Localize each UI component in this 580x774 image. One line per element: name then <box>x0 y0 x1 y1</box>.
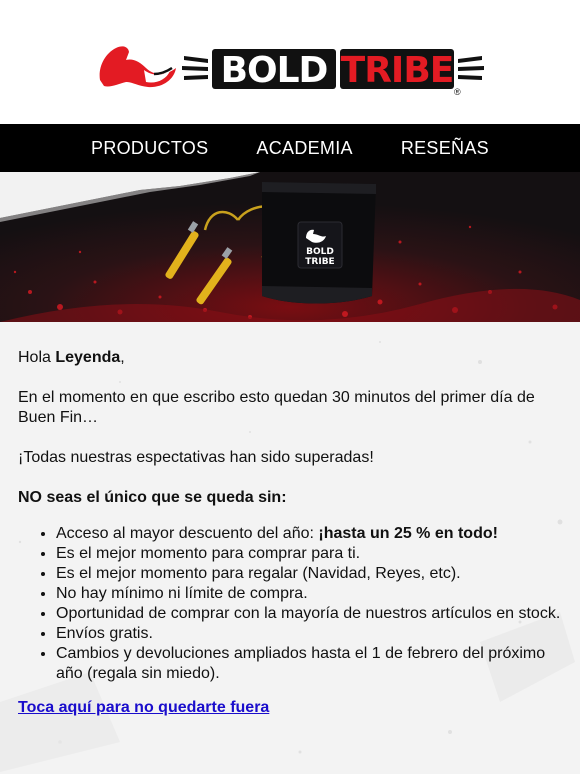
list-item: • Es el mejor momento para regalar (Navidad, Reyes, etc). <box>56 564 562 584</box>
brand-name-part2: TRIBE <box>340 50 454 91</box>
list-item: • Cambios y devoluciones ampliados hasta el 1 de febrero del próximo año (regala sin miedo). <box>56 644 562 684</box>
email-body <box>0 322 580 774</box>
greeting-prefix: Hola <box>18 349 56 366</box>
brand-name-part1: BOLD <box>220 50 328 91</box>
brand-logo[interactable] <box>96 40 486 96</box>
list-item: • No hay mínimo ni límite de compra. <box>56 584 562 604</box>
hero-banner[interactable] <box>0 172 580 322</box>
waist-belt-image <box>262 182 376 304</box>
nav-item-academia[interactable]: ACADEMIA <box>256 137 353 158</box>
benefit-discount-highlight: ¡hasta un 25 % en todo! <box>318 525 498 542</box>
hero-image <box>0 172 580 322</box>
greeting-name: Leyenda <box>55 349 121 366</box>
paragraph-time-left: En el momento en que escribo esto quedan 30 minutos del primer día de Buen Fin… <box>18 389 535 426</box>
speed-lines-left <box>182 56 208 80</box>
paragraph-expectations: ¡Todas nuestras espectativas han sido superadas! <box>18 449 374 466</box>
speed-lines-right <box>458 56 484 80</box>
benefits-list <box>18 524 562 684</box>
email-header <box>0 0 580 124</box>
email-text <box>0 322 580 718</box>
nav-item-productos[interactable]: PRODUCTOS <box>91 137 209 158</box>
registered-mark: ® <box>454 87 461 96</box>
main-nav <box>0 124 580 172</box>
brand-wordmark-tribe <box>340 49 454 91</box>
headline: NO seas el único que se queda sin: <box>18 489 287 506</box>
belt-badge-text2: TRIBE <box>305 257 335 267</box>
list-item: • Oportunidad de comprar con la mayoría de nuestros artículos en stock. <box>56 604 562 624</box>
list-item <box>56 524 562 544</box>
list-item: • Envíos gratis. <box>56 624 562 644</box>
greeting <box>18 348 562 368</box>
flexed-arm-icon <box>100 46 176 87</box>
benefit-discount-prefix: Acceso al mayor descuento del año: <box>56 525 319 542</box>
belt-badge-text1: BOLD <box>306 247 334 257</box>
brand-wordmark-bold <box>212 49 336 91</box>
cta-link[interactable]: Toca aquí para no quedarte fuera <box>18 699 270 716</box>
list-item: • Es el mejor momento para comprar para ti. <box>56 544 562 564</box>
nav-item-resenas[interactable]: RESEÑAS <box>400 137 489 158</box>
greeting-suffix: , <box>120 349 125 366</box>
